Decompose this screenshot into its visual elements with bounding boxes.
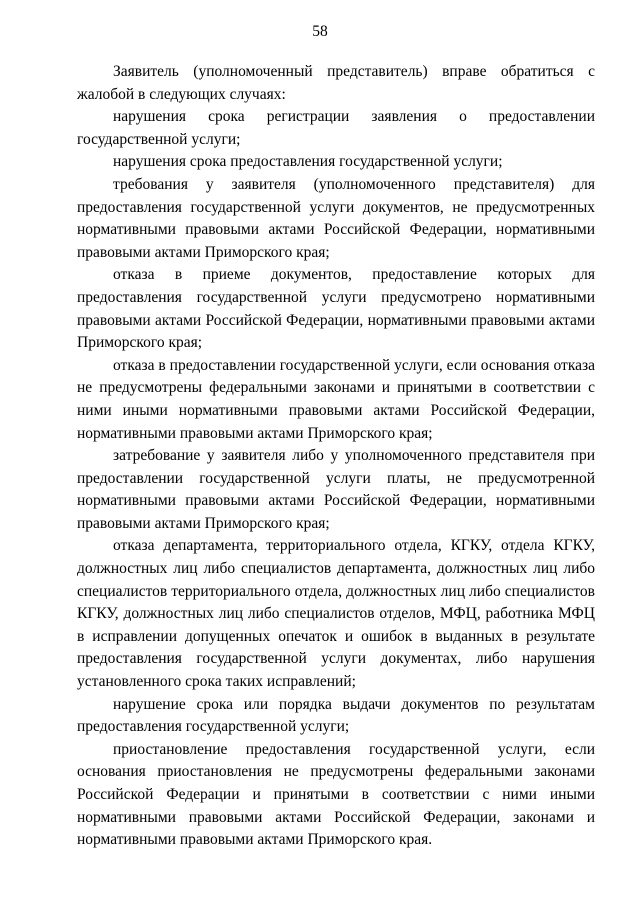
list-item-extra-documents: требования у заявителя (уполномоченного представителя) для предоставления государственной услуги документов, не предусмотренных нормативными правовыми актами Российской Федерации, нормативными правовыми актами Приморского края; (77, 175, 595, 261)
list-item-fee-demand: затребование у заявителя либо у уполномоченного представителя при предоставлении государственной услуги платы, не предусмотренной нормативными правовыми актами Российской Федерации, нормативными правовыми актами Приморского края; (77, 447, 595, 532)
list-item-suspension: приостановление предоставления государственной услуги, если основания приостановления не предусмотрены федеральными законами Российской Федерации и принятыми в соответствии с ними иными нормативными правовыми актами Российской Федерации, законами и нормативными правовыми актами Приморского края. (77, 740, 595, 849)
document-body (77, 61, 595, 852)
list-item-document-refusal: отказа в приеме документов, предоставление которых для предоставления государственной услуги предусмотрено нормативными правовыми актами Российской Федерации, нормативными правовыми актами Приморского края; (77, 266, 595, 352)
intro-paragraph: Заявитель (уполномоченный представитель) вправе обратиться с жалобой в следующих случаях: (77, 63, 595, 103)
list-item-service-refusal: отказа в предоставлении государственной услуги, если основания отказа не предусмотрены федеральными законами и принятыми в соответствии с ними иными нормативными правовыми актами Российской Федерации, нормативными правовыми актами Приморского края; (77, 356, 595, 442)
list-item-correction-refusal: отказа департамента, территориального отдела, КГКУ, отдела КГКУ, должностных лиц либо специалистов департамента, должностных лиц либо специалистов территориального отдела, должностных лиц либо специалистов КГКУ, должностных лиц либо специалистов отделов, МФЦ, работника МФЦ в исправлении допущенных опечаток и ошибок в выданных в результате предоставления государственной услуги документах, либо нарушения установленного срока таких исправлений; (77, 537, 595, 691)
list-item-issuance-violation: нарушение срока или порядка выдачи документов по результатам предоставления государственной услуги; (77, 695, 595, 736)
list-item-registration-deadline: нарушения срока регистрации заявления о предоставлении государственной услуги; (77, 108, 595, 148)
list-item-service-deadline: нарушения срока предоставления государственной услуги; (113, 153, 503, 171)
page-number: 58 (312, 23, 328, 40)
